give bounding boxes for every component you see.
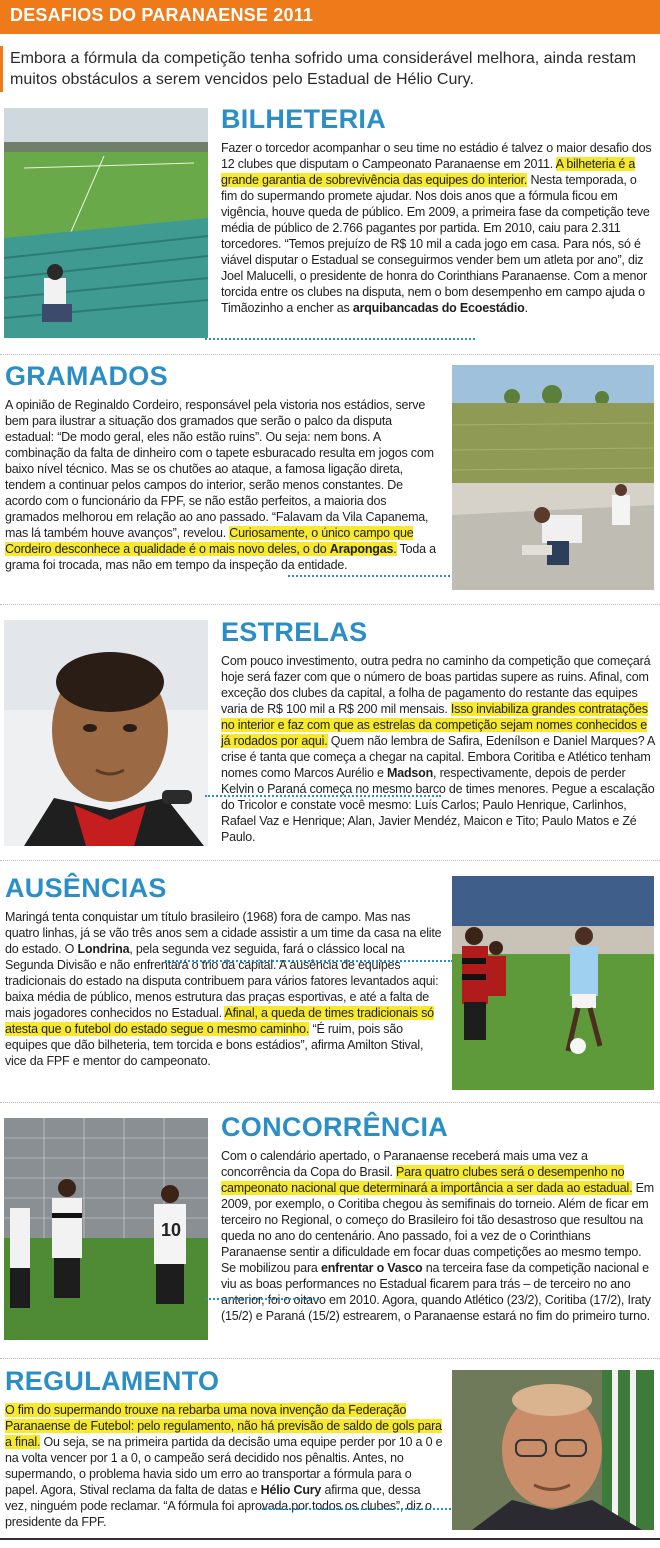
dotted-connector <box>205 1298 319 1300</box>
bold-term: Hélio Cury <box>260 1483 322 1497</box>
bold-term: arquibancadas do Ecoestádio <box>352 301 525 315</box>
highlight: Para quatro clubes será o desempenho no campeonato nacional que determinará a importância a ser dada ao estadual. <box>221 1165 633 1195</box>
section-ausencias <box>5 873 443 1069</box>
section-title: REGULAMENTO <box>5 1366 220 1396</box>
lead-paragraph: Embora a fórmula da competição tenha sofrido uma considerável melhora, ainda restam muitos obstáculos a serem vencidos pelo Estadual de Hélio Cury. <box>10 50 637 88</box>
section-divider <box>0 604 660 605</box>
section-gramados <box>5 361 443 573</box>
section-title: BILHETERIA <box>221 104 386 134</box>
header-bar <box>0 0 660 34</box>
section-body: Com pouco investimento, outra pedra no caminho da competição que começará hoje será fazer com que o número de boas partidas supere as ruins. Afinal, com exceção dos clubes da capital, a folha de pagamento do restante das equipes varia de R$ 100 mil a R$ 200 mil mensais. Isso inviabiliza grandes contratações no interior e faz com que as estrelas da competição sejam nomes conhecidos e já rodados por aqui. Quem não lembra de Safira, Edenílson e Daniel Marques? A crise é tanta que começa a chegar na capital. Embora Coritiba e Atlético tenham nomes como Marcos Aurélio e Madson, respectivamente, depois de perder Kelvin o Paraná começa no mesmo barco de times menores. Pegue a escalação do Tricolor e constate você mesmo: Luís Carlos; Paulo Henrique, Carlinhos, Rafael Vaz e Henrique; Alan, Javier Mendéz, Maicon e Tito; Paulo Matos e Zé Paulo. <box>221 654 655 844</box>
page-title: DESAFIOS DO PARANAENSE 2011 <box>10 5 314 25</box>
section-divider <box>0 1102 660 1103</box>
photo-player-portrait <box>4 620 208 846</box>
section-divider <box>0 860 660 861</box>
section-estrelas <box>221 617 655 845</box>
bold-term: Arapongas <box>329 542 394 556</box>
section-body: Com o calendário apertado, o Paranaense receberá mais uma vez a concorrência da Copa do Brasil. Para quatro clubes será o desempenho no campeonato nacional que determinará a importância a ser dada ao estadual. Em 2009, por exemplo, o Coritiba chegou às semifinais do torneio. Além de ficar em terceiro no Regional, o começo do Brasileiro foi tão desastroso que resultou na queda no ano do centenário. Ano passado, foi a vez de o Corinthians Paranaense sentir a dificuldade em focar duas competições ao mesmo tempo. Se mobilizou para enfrentar o Vasco na terceira fase da competição nacional e viu as boas performances no Estadual ficarem para trás – de terceiro no ano anterior, foi o oitavo em 2010. Agora, quando Atlético (23/2), Coritiba (17/2), Iraty (15/2) e Paraná (15/2) estrearem, o Paranaense estará no fim do primeiro turno. <box>221 1149 654 1323</box>
photo-field-workers <box>452 365 654 590</box>
jersey-number: 10 <box>161 1220 182 1240</box>
section-regulamento <box>5 1366 443 1530</box>
section-concorrencia <box>221 1112 655 1324</box>
photo-official-portrait <box>452 1370 654 1530</box>
lead-accent-bar <box>0 46 3 92</box>
highlight: A bilheteria é a grande garantia de sobrevivência das equipes do interior. <box>221 157 636 187</box>
section-divider <box>0 1358 660 1359</box>
section-divider <box>0 354 660 355</box>
section-body: Maringá tenta conquistar um título brasileiro (1968) fora de campo. Mas nas quatro linhas, já se vão três anos sem a cidade assistir a um time da casa na elite do estado. O Londrina, pela segunda vez seguida, fará o clássico local na Segunda Divisão e não enfrentará o trio da capital. A ausência de equipes tradicionais do estado na disputa contribuem para vários fatores levantados aqui: baixa média de público, menos estrutura das praças esportivas, e até a falta de mais jogadores conhecidos no Estadual. Afinal, a queda de times tradicionais só atesta que o futebol do estado segue o mesmo caminho. “É ruim, pois são equipes que dão bilheteria, tem torcida e bons estádios”, afirma Amilton Stival, vice da FPF e mentor do campeonato. <box>5 910 442 1068</box>
dotted-connector <box>205 338 475 340</box>
photo-stadium-stands <box>4 108 208 338</box>
section-body: Fazer o torcedor acompanhar o seu time no estádio é talvez o maior desafio dos 12 clubes que disputam o Campeonato Paranaense em 2011. A bilheteria é a grande garantia de sobrevivência das equipes do interior. Nesta temporada, o fim do supermando promete ajudar. Nos dois anos que a fórmula ficou em vigência, houve queda de público. Em 2009, a primeira fase da competição teve média de público de 2.766 pagantes por partida. Em 2010, caiu para 2.311 torcedores. “Temos prejuízo de R$ 10 mil a cada jogo em casa. Para nós, só é viável disputar o Estadual se conseguirmos vender bem um atleta por ano”, diz Joel Malucelli, o presidente de honra do Corinthians Paranaense. Com a menor torcida entre os clubes na disputa, nem o bom desempenho em campo ajuda o Timãozinho a encher as arquibancadas do Ecoestádio. <box>221 141 652 315</box>
highlight: O fim do supermando trouxe na rebarba uma nova invenção da Federação Paranaense de Futebol: pelo regulamento, não há previsão de saldo de gols para a final. <box>5 1403 442 1449</box>
highlight: Isso inviabiliza grandes contratações no interior e faz com que as estrelas da competição sejam nomes conhecidos e já rodados por aqui. <box>221 702 648 748</box>
dotted-connector <box>288 575 454 577</box>
section-body: O fim do supermando trouxe na rebarba uma nova invenção da Federação Paranaense de Futebol: pelo regulamento, não há previsão de saldo de gols para a final. Ou seja, se na primeira partida da decisão uma equipe perder por 10 a 0 e na volta vencer por 1 a 0, o campeão será decidido nos pênaltis. Antes, no supermando, o problema havia sido um erro ao transportar a fórmula para o papel. Agora, Stival reclama da falta de datas e Hélio Cury afirma que, dessa vez, ninguém pode reclamar. “A fórmula foi aprovada por todos os clubes”, diz o presidente da FPF. <box>5 1403 443 1529</box>
section-title: CONCORRÊNCIA <box>221 1112 449 1142</box>
dotted-connector <box>205 795 441 797</box>
bold-term: Madson <box>387 766 434 780</box>
bold-term: Londrina <box>77 942 130 956</box>
section-title: GRAMADOS <box>5 361 168 391</box>
photo-goalmouth <box>4 1118 208 1340</box>
highlight: Afinal, a queda de times tradicionais só atesta que o futebol do estado segue o mesmo caminho. <box>5 1006 434 1036</box>
bold-term: enfrentar o Vasco <box>320 1261 423 1275</box>
bottom-rule <box>0 1538 660 1540</box>
section-bilheteria <box>221 104 655 316</box>
dotted-connector <box>262 1508 454 1510</box>
section-title: AUSÊNCIAS <box>5 873 167 903</box>
section-body: A opinião de Reginaldo Cordeiro, responsável pela vistoria nos estádios, serve bem para ilustrar a situação dos gramados que serão o palco da disputa estadual: “De modo geral, eles não estão ruins”. Ou seja: nem bons. A combinação da falta de dinheiro com o tapete esburacado resulta em jogos com baixo nível técnico. Mas se os chutões ao ataque, a famosa ligação direta, tendem a continuar pelos campos do interior, serão menos constantes. De acordo com o funcionário da FPF, se não estão perfeitos, a maioria dos gramados melhorou em relação ao ano passado. “Falavam da Vila Capanema, mas lá também houve avanços”, revelou. Curiosamente, o único campo que Cordeiro desconhece a qualidade é o mais novo deles, o do Arapongas. Toda a grama foi trocada, mas não em tempo da inspeção da entidade. <box>5 398 436 572</box>
highlight: Curiosamente, o único campo que Cordeiro desconhece a qualidade é o mais novo deles, o do <box>5 526 414 556</box>
dotted-connector <box>165 960 453 962</box>
photo-match-action <box>452 876 654 1090</box>
section-title: ESTRELAS <box>221 617 368 647</box>
